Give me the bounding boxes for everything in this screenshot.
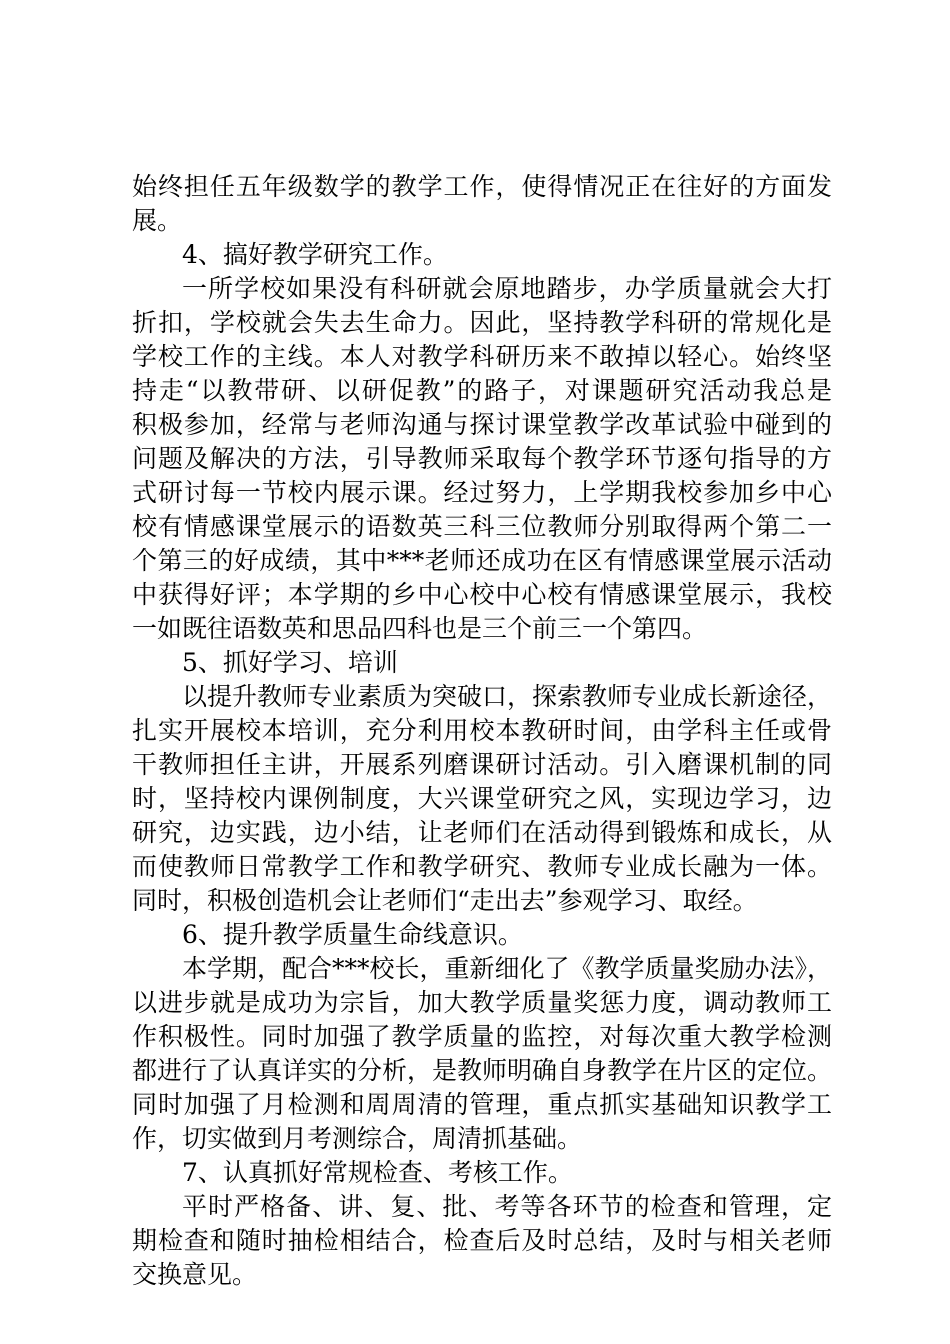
text-line: 问题及解决的方法，引导教师采取每个教学环节逐句指导的方 xyxy=(132,444,832,473)
section-heading: 7、认真抓好常规检查、考核工作。 xyxy=(182,1158,573,1187)
text-line: 始终担任五年级数学的教学工作，使得情况正在往好的方面发 xyxy=(132,172,832,201)
text-line: 折扣，学校就会失去生命力。因此，坚持教学科研的常规化是 xyxy=(132,308,832,337)
section-heading: 4、搞好教学研究工作。 xyxy=(182,240,448,269)
text-line: 持走“以教带研、以研促教”的路子，对课题研究活动我总是 xyxy=(132,376,832,405)
section-heading: 6、提升教学质量生命线意识。 xyxy=(182,920,523,949)
text-line: 扎实开展校本培训，充分利用校本教研时间，由学科主任或骨 xyxy=(132,716,832,745)
text-line: 干教师担任主讲，开展系列磨课研讨活动。引入磨课机制的同 xyxy=(132,750,832,779)
paragraph-start-line: 平时严格备、讲、复、批、考等各环节的检查和管理，定 xyxy=(182,1192,832,1221)
text-line: 期检查和随时抽检相结合，检查后及时总结，及时与相关老师 xyxy=(132,1226,832,1255)
text-line: 个第三的好成绩，其中***老师还成功在区有情感课堂展示活动 xyxy=(132,546,832,575)
text-line: 作，切实做到月考测综合，周清抓基础。 xyxy=(132,1124,583,1153)
paragraph-start-line: 以提升教师专业素质为突破口，探索教师专业成长新途径， xyxy=(182,682,832,711)
paragraph-start-line: 一所学校如果没有科研就会原地踏步，办学质量就会大打 xyxy=(182,274,832,303)
text-line: 研究，边实践，边小结，让老师们在活动得到锻炼和成长，从 xyxy=(132,818,832,847)
text-line: 学校工作的主线。本人对教学科研历来不敢掉以轻心。始终坚 xyxy=(132,342,832,371)
document-body xyxy=(132,170,832,1292)
text-line: 作积极性。同时加强了教学质量的监控，对每次重大教学检测 xyxy=(132,1022,832,1051)
paragraph-start-line: 本学期，配合***校长，重新细化了《教学质量奖励办法》， xyxy=(182,954,832,983)
text-line: 交换意见。 xyxy=(132,1260,258,1289)
text-line: 校有情感课堂展示的语数英三科三位教师分别取得两个第二一 xyxy=(132,512,832,541)
text-line: 而使教师日常教学工作和教学研究、教师专业成长融为一体。 xyxy=(132,852,832,881)
section-heading: 5、抓好学习、培训 xyxy=(182,648,398,677)
text-line: 同时，积极创造机会让老师们“走出去”参观学习、取经。 xyxy=(132,886,758,915)
text-line: 同时加强了月检测和周周清的管理，重点抓实基础知识教学工 xyxy=(132,1090,832,1119)
text-line: 时，坚持校内课例制度，大兴课堂研究之风，实现边学习，边 xyxy=(132,784,832,813)
text-line: 式研讨每一节校内展示课。经过努力，上学期我校参加乡中心 xyxy=(132,478,832,507)
text-line: 以进步就是成功为宗旨，加大教学质量奖惩力度，调动教师工 xyxy=(132,988,832,1017)
text-line: 积极参加，经常与老师沟通与探讨课堂教学改革试验中碰到的 xyxy=(132,410,832,439)
text-line: 都进行了认真详实的分析，是教师明确自身教学在片区的定位。 xyxy=(132,1056,832,1085)
text-line: 中获得好评；本学期的乡中心校中心校有情感课堂展示，我校 xyxy=(132,580,832,609)
text-line: 展。 xyxy=(132,206,183,235)
text-line: 一如既往语数英和思品四科也是三个前三一个第四。 xyxy=(132,614,708,643)
